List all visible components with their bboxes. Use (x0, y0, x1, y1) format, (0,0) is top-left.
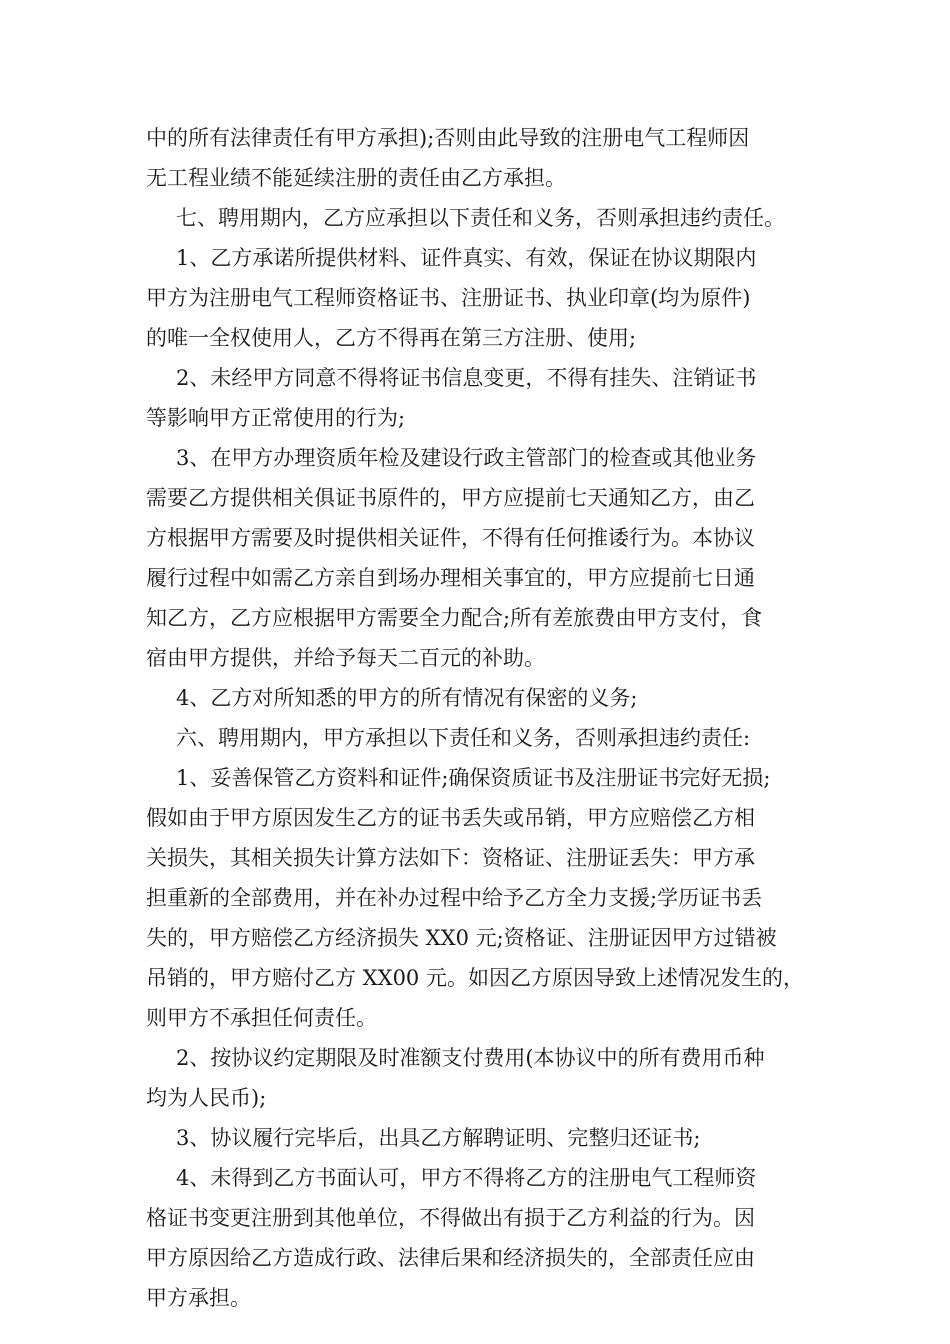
document-line: 担重新的全部费用，并在补办过程中给予乙方全力支援;学历证书丢 (146, 886, 763, 910)
document-line: 关损失，其相关损失计算方法如下：资格证、注册证丢失：甲方承 (146, 846, 755, 870)
document-line: 1、乙方承诺所提供材料、证件真实、有效，保证在协议期限内 (176, 246, 757, 270)
document-line: 的唯一全权使用人，乙方不得再在第三方注册、使用; (146, 326, 637, 350)
document-line: 宿由甲方提供，并给予每天二百元的补助。 (146, 646, 545, 670)
document-line: 甲方承担。 (146, 1286, 251, 1310)
document-line: 2、未经甲方同意不得将证书信息变更，不得有挂失、注销证书 (176, 366, 757, 390)
document-line: 失的，甲方赔偿乙方经济损失 XX0 元;资格证、注册证因甲方过错被 (146, 926, 777, 950)
document-line: 吊销的，甲方赔付乙方 XX00 元。如因乙方原因导致上述情况发生的， (146, 966, 804, 990)
document-line: 履行过程中如需乙方亲自到场办理相关事宜的，甲方应提前七日通 (146, 566, 755, 590)
document-line: 甲方原因给乙方造成行政、法律后果和经济损失的，全部责任应由 (146, 1246, 755, 1270)
document-line: 假如由于甲方原因发生乙方的证书丢失或吊销，甲方应赔偿乙方相 (146, 806, 755, 830)
document-line: 均为人民币); (146, 1086, 267, 1110)
document-line: 2、按协议约定期限及时准额支付费用(本协议中的所有费用币种 (176, 1046, 765, 1070)
document-line: 3、在甲方办理资质年检及建设行政主管部门的检查或其他业务 (176, 446, 757, 470)
document-line: 需要乙方提供相关俱证书原件的，甲方应提前七天通知乙方，由乙 (146, 486, 755, 510)
document-line: 七、聘用期内，乙方应承担以下责任和义务，否则承担违约责任。 (176, 206, 785, 230)
document-line: 4、未得到乙方书面认可，甲方不得将乙方的注册电气工程师资 (176, 1166, 757, 1190)
document-line: 则甲方不承担任何责任。 (146, 1006, 377, 1030)
document-line: 1、妥善保管乙方资料和证件;确保资质证书及注册证书完好无损; (176, 766, 771, 790)
document-line: 甲方为注册电气工程师资格证书、注册证书、执业印章(均为原件) (146, 286, 751, 310)
document-line: 等影响甲方正常使用的行为; (146, 406, 406, 430)
document-line: 无工程业绩不能延续注册的责任由乙方承担。 (146, 166, 566, 190)
document-body (146, 118, 826, 1318)
document-line: 中的所有法律责任有甲方承担);否则由此导致的注册电气工程师因 (146, 126, 750, 150)
document-line: 知乙方，乙方应根据甲方需要全力配合;所有差旅费由甲方支付，食 (146, 606, 763, 630)
document-line: 方根据甲方需要及时提供相关证件，不得有任何推诿行为。本协议 (146, 526, 755, 550)
document-line: 3、协议履行完毕后，出具乙方解聘证明、完整归还证书; (176, 1126, 701, 1150)
document-line: 六、聘用期内，甲方承担以下责任和义务，否则承担违约责任: (176, 726, 751, 750)
document-line: 格证书变更注册到其他单位，不得做出有损于乙方利益的行为。因 (146, 1206, 755, 1230)
document-line: 4、乙方对所知悉的甲方的所有情况有保密的义务; (176, 686, 638, 710)
